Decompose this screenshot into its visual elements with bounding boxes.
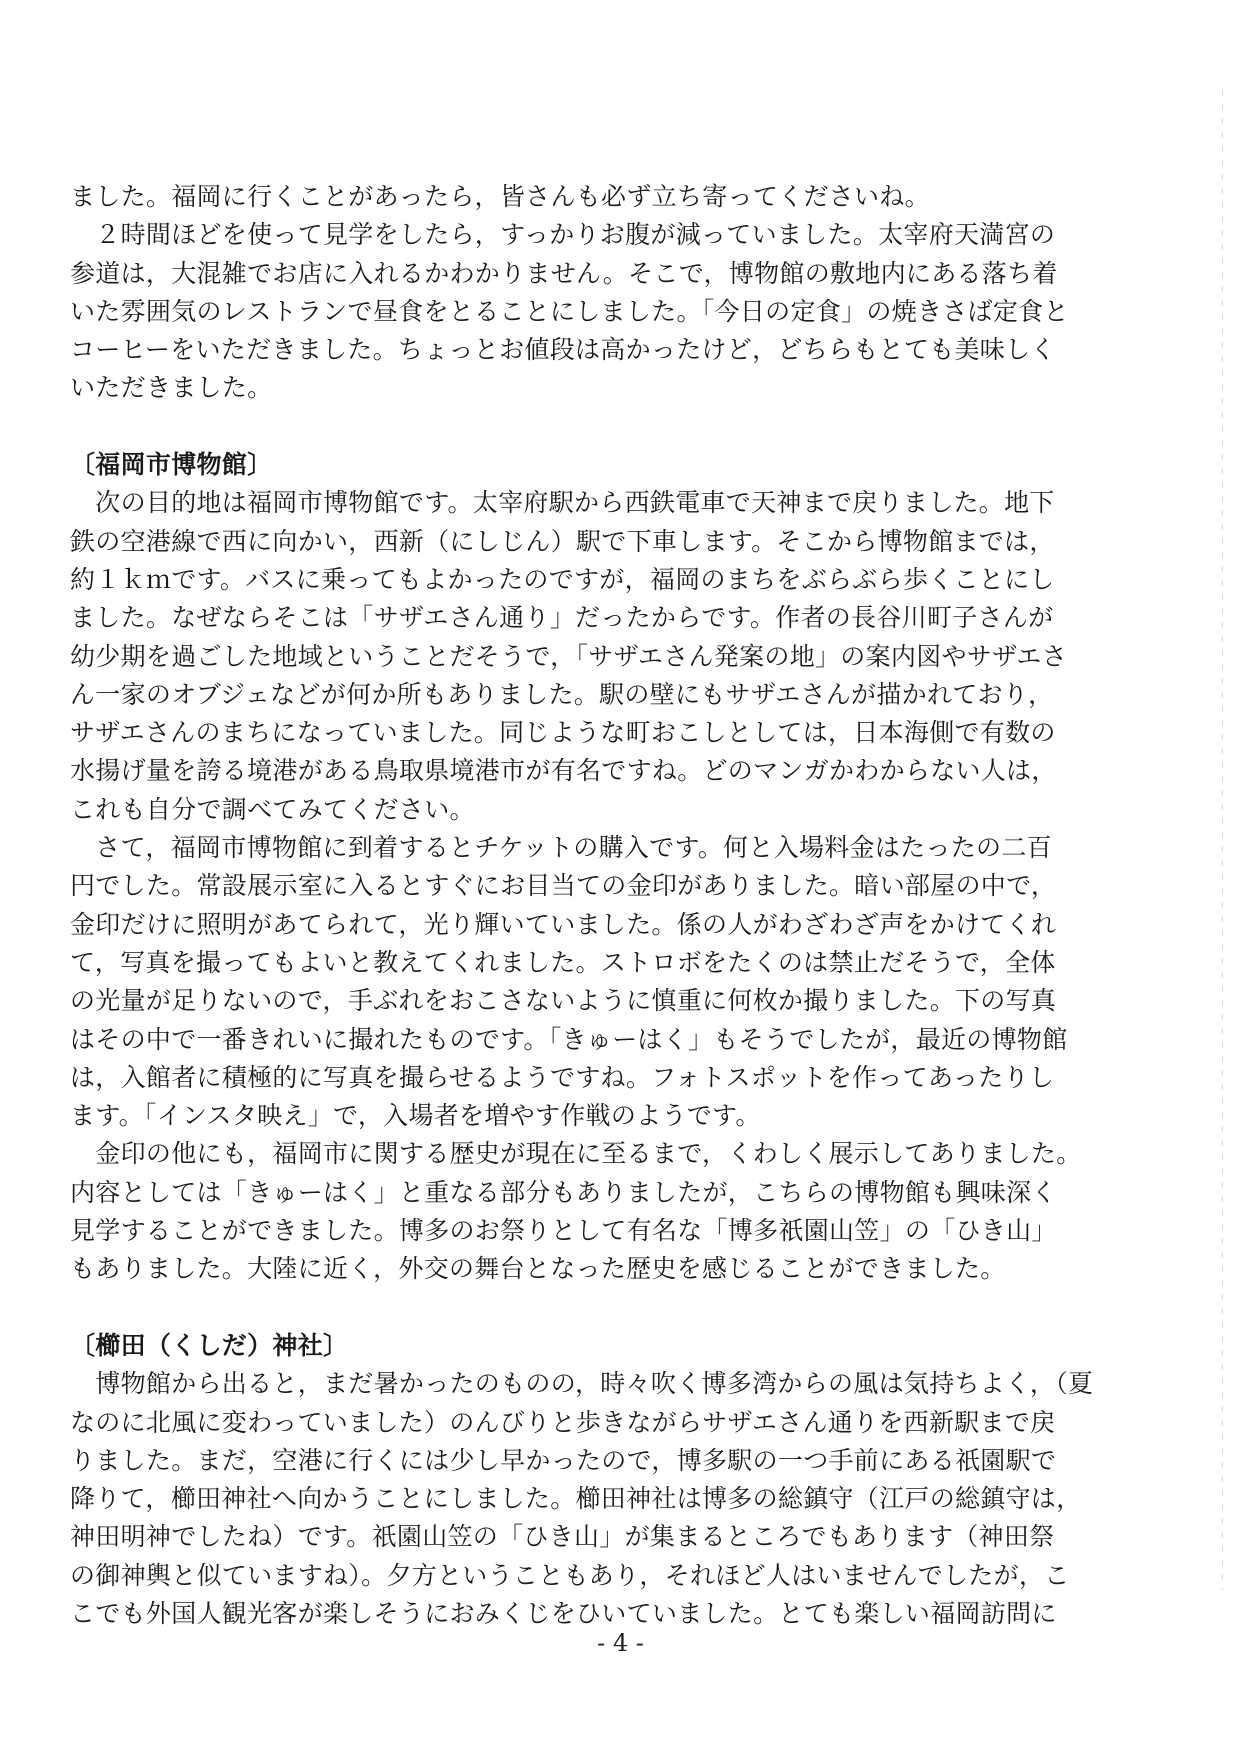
text-line: なのに北風に変わっていました）のんびりと歩きながらサザエさん通りを西新駅まで戻 [70,1407,1056,1437]
text-line: 博物館から出ると，まだ暑かったのものの，時々吹く博多湾からの風は気持ちよく，（夏 [70,1369,1094,1399]
text-line: さて，福岡市博物館に到着するとチケットの購入です。何と入場料金はたったの二百 [70,833,1052,863]
section-heading-kushida-shrine: 〔櫛田（くしだ）神社〕 [70,1330,349,1360]
paragraph [70,178,1150,216]
text-line: 幼少期を過ごした地域ということだそうで，「サザエさん発案の地」の案内図やサザエさ [70,641,1068,671]
text-line: 鉄の空港線で西に向かい，西新（にしじん）駅で下車します。そこから博物館までは， [70,526,1055,556]
text-line: 神田明神でしたね）です。祇園山笠の「ひき山」が集まるところでもあります（神田祭 [70,1522,1055,1552]
text-line: これも自分で調べてみてください。 [70,794,475,824]
text-line: は，入館者に積極的に写真を撮らせるようですね。フォトスポットを作ってあったりし [70,1062,1055,1092]
paragraph [70,1135,1150,1288]
text-line: もありました。大陸に近く，外交の舞台となった歴史を感じることができました。 [70,1254,1006,1284]
section-heading-fukuoka-museum: 〔福岡市博物館〕 [70,450,273,480]
paragraph [70,216,1150,407]
text-line: ました。福岡に行くことがあったら，皆さんも必ず立ち寄ってくださいね。 [70,182,930,211]
text-line: 水揚げ量を誇る境港がある鳥取県境港市が有名ですね。どのマンガかわからない人は， [70,756,1057,786]
paragraph [70,829,1150,1135]
text-line: の光量が足りないので，手ぶれをおこさないように慎重に何枚か撮りました。下の写真 [70,986,1057,1016]
text-line: 金印だけに照明があてられて，光り輝いていました。係の人がわざわざ声をかけてくれ [70,909,1057,939]
text-line: 約１ｋｍです。バスに乗ってもよかったのですが，福岡のまちをぶらぶら歩くことにし [70,564,1055,594]
text-line: ました。なぜならそこは「サザエさん通り」だったからです。作者の長谷川町子さんが [70,603,1054,633]
text-line: ん一家のオブジェなどが何か所もありました。駅の壁にもサザエさんが描かれており， [70,679,1054,709]
paragraph [70,484,1150,829]
text-line: いただきました。 [70,373,273,403]
text-line: 内容としては「きゅーはく」と重なる部分もありましたが，こちらの博物館も興味深く [70,1177,1057,1207]
text-line: 降りて，櫛田神社へ向かうことにしました。櫛田神社は博多の総鎮守（江戸の総鎮守は， [70,1484,1082,1514]
text-line: 次の目的地は福岡市博物館です。太宰府駅から西鉄電車で天神まで戻りました。地下 [70,488,1055,518]
paragraph [70,1365,1150,1633]
spacer [70,408,1150,446]
text-line: 見学することができました。博多のお祭りとして有名な「博多祇園山笠」の「ひき山」 [70,1216,1057,1246]
text-line: の御神輿と似ていますね）。夕方ということもあり，それほど人はいませんでしたが，こ [70,1560,1070,1590]
text-line: 参道は，大混雑でお店に入れるかわかりません。そこで，博物館の敷地内にある落ち着 [70,258,1058,288]
document-body [70,178,1150,1633]
text-line: ます。「インスタ映え」で，入場者を増やす作戦のようです。 [70,1101,761,1131]
spacer [70,1289,1150,1327]
text-line: はその中で一番きれいに撮れたものです。「きゅーはく」もそうでしたが，最近の博物館 [70,1024,1068,1054]
page-number: - 4 - [597,1629,644,1657]
scan-edge-mark [1222,90,1223,1590]
text-line: りました。まだ，空港に行くには少し早かったので，博多駅の一つ手前にある祇園駅で [70,1445,1057,1475]
text-line: ２時間ほどを使って見学をしたら，すっかりお腹が減っていました。太宰府天満宮の [70,220,1056,250]
text-line: 円でした。常設展示室に入るとすぐにお目当ての金印がありました。暗い部屋の中で， [70,871,1057,901]
text-line: サザエさんのまちになっていました。同じような町おこしとしては，日本海側で有数の [70,718,1056,748]
text-line: 金印の他にも，福岡市に関する歴史が現在に至るまで，くわしく展示してありました。 [70,1139,1082,1169]
text-line: コーヒーをいただきました。ちょっとお値段は高かったけど，どちらもとても美味しく [70,335,1056,365]
text-line: て，写真を撮ってもよいと教えてくれました。ストロボをたくのは禁止だそうで，全体 [70,947,1056,977]
text-line: いた雰囲気のレストランで昼食をとることにしました。「今日の定食」の焼きさば定食と [70,296,1069,326]
text-line: こでも外国人観光客が楽しそうにおみくじをひいていました。とても楽しい福岡訪問に [70,1598,1057,1628]
